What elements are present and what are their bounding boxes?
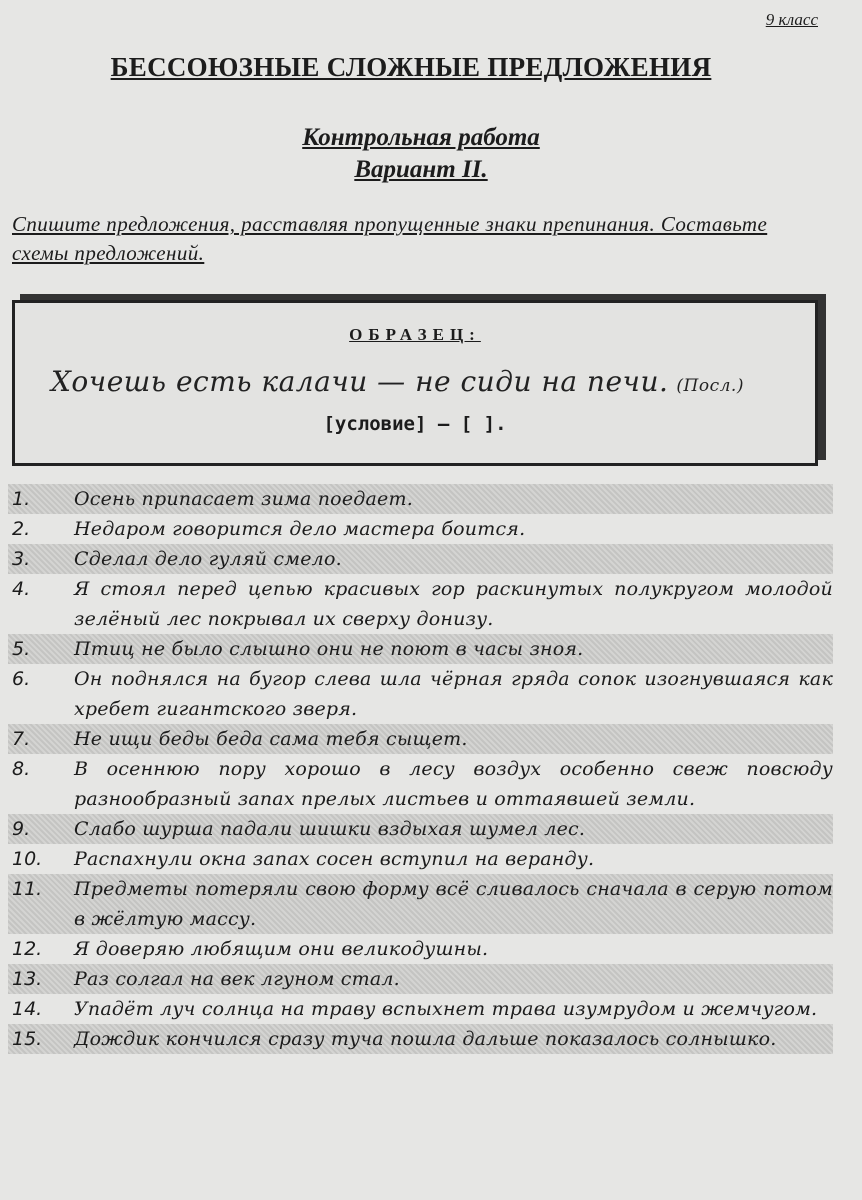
item-text: Я стоял перед цепью красивых гор раскинутых полукругом молодой зелёный лес покрывал их сверху донизу. [74,578,833,630]
list-item [8,544,833,574]
item-number: 3. [12,548,31,570]
item-number: 11. [12,878,43,900]
list-item [8,484,833,514]
sample-scheme: [условие] — [ ]. [323,413,507,435]
list-item [8,514,833,544]
item-text: Распахнули окна запах сосен вступил на веранду. [74,848,595,870]
list-item [8,724,833,754]
item-text: Дождик кончился сразу туча пошла дальше показалось солнышко. [74,1028,777,1050]
page-title: БЕССОЮЗНЫЕ СЛОЖНЫЕ ПРЕДЛОЖЕНИЯ [110,52,712,82]
sample-heading: ОБРАЗЕЦ: [349,325,481,344]
item-text: Раз солгал на век лгуном стал. [74,968,400,990]
item-text: Осень припасает зима поедает. [74,488,413,510]
item-text: Не ищи беды беда сама тебя сыщет. [74,728,468,750]
list-item [8,994,833,1024]
item-text: Он поднялся на бугор слева шла чёрная гряда сопок изогнувшаяся как хребет гигантского зверя. [74,668,833,720]
sample-sentence-line [51,365,744,398]
grade-label: 9 класс [765,10,818,29]
sentence-list [8,484,833,1054]
list-item [8,814,833,844]
item-number: 9. [12,818,31,840]
item-number: 12. [12,938,43,960]
sample-sentence: Хочешь есть калачи — не сиди на печи. [51,365,669,398]
item-number: 7. [12,728,31,750]
item-number: 5. [12,638,31,660]
item-number: 14. [12,998,43,1020]
item-text: Птиц не было слышно они не поют в часы зноя. [74,638,584,660]
list-item [8,844,833,874]
item-number: 2. [12,518,31,540]
item-text: Сделал дело гуляй смело. [74,548,342,570]
item-text: Упадёт луч солнца на траву вспыхнет трава изумрудом и жемчугом. [74,998,818,1020]
item-text: Слабо шурша падали шишки вздыхая шумел лес. [74,818,586,840]
sample-source: (Посл.) [676,376,744,396]
item-text: В осеннюю пору хорошо в лесу воздух особенно свеж повсюду разнообразный запах прелых листьев и оттаявшей земли. [74,758,833,810]
item-number: 1. [12,488,31,510]
list-item [8,874,833,934]
variant-subtitle: Вариант II. [354,156,488,183]
list-item [8,964,833,994]
item-number: 15. [12,1028,43,1050]
item-text: Я доверяю любящим они великодушны. [74,938,489,960]
list-item [8,634,833,664]
sample-box [12,300,818,466]
list-item [8,934,833,964]
item-text: Недаром говорится дело мастера боится. [74,518,526,540]
task-instruction: Спишите предложения, расставляя пропущенные знаки препинания. Составьте схемы предложений. [12,212,768,265]
test-subtitle: Контрольная работа [302,124,540,151]
list-item [8,1024,833,1054]
list-item [8,664,833,724]
item-number: 8. [12,758,31,780]
item-number: 4. [12,578,31,600]
list-item [8,754,833,814]
item-number: 10. [12,848,43,870]
item-number: 6. [12,668,31,690]
item-text: Предметы потеряли свою форму всё сливалось сначала в серую потом в жёлтую массу. [74,878,833,930]
item-number: 13. [12,968,43,990]
list-item [8,574,833,634]
